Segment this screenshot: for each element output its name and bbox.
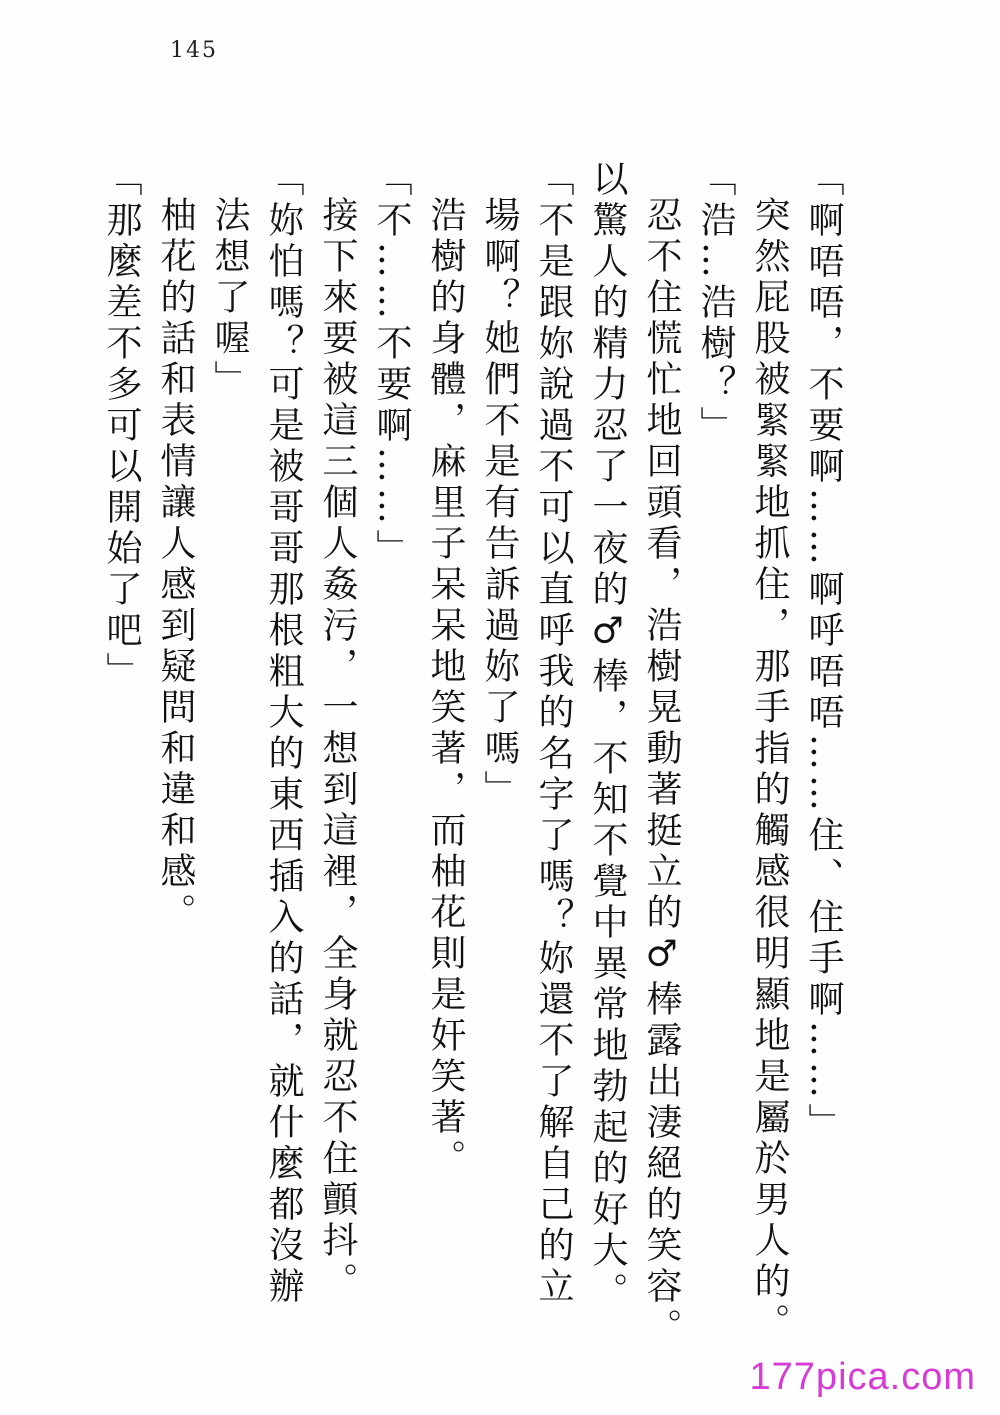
text-line: 柚花的話和表情讓人感到疑問和違和感。 bbox=[155, 196, 196, 934]
text-line: 「不……不要啊……」 bbox=[371, 160, 412, 570]
page-number: 145 bbox=[170, 38, 218, 63]
text-line: 法想了喔」 bbox=[209, 196, 250, 401]
body-text bbox=[94, 160, 850, 1349]
text-line: 突然屁股被緊緊地抓住，那手指的觸感很明顯地是屬於男人的。 bbox=[749, 196, 790, 1344]
text-line: 以驚人的精力忍了一夜的♂棒，不知不覺中異常地勃起的好大。 bbox=[587, 160, 628, 1313]
watermark: 177pica.com bbox=[749, 1356, 976, 1398]
text-line: 浩樹的身體，麻里子呆呆地笑著，而柚花則是奸笑著。 bbox=[425, 196, 466, 1180]
text-line: 「妳怕嗎？可是被哥哥那根粗大的東西插入的話，就什麼都沒辦 bbox=[263, 160, 304, 1308]
text-line: 「不是跟妳說過不可以直呼我的名字了嗎？妳還不了解自己的立 bbox=[533, 160, 574, 1308]
text-line: 「那麼差不多可以開始了吧」 bbox=[101, 160, 142, 693]
text-line: 「浩…浩樹？」 bbox=[695, 160, 736, 447]
text-line: 接下來要被這三個人姦污，一想到這裡，全身就忍不住顫抖。 bbox=[317, 196, 358, 1303]
text-line: 「啊唔唔，不要啊……啊呼唔唔……住、住手啊……」 bbox=[803, 160, 844, 1144]
text-line: 忍不住慌忙地回頭看，浩樹晃動著挺立的♂棒露出淒絕的笑容。 bbox=[641, 196, 682, 1349]
text-line: 場啊？她們不是有告訴過妳了嗎」 bbox=[479, 196, 520, 811]
